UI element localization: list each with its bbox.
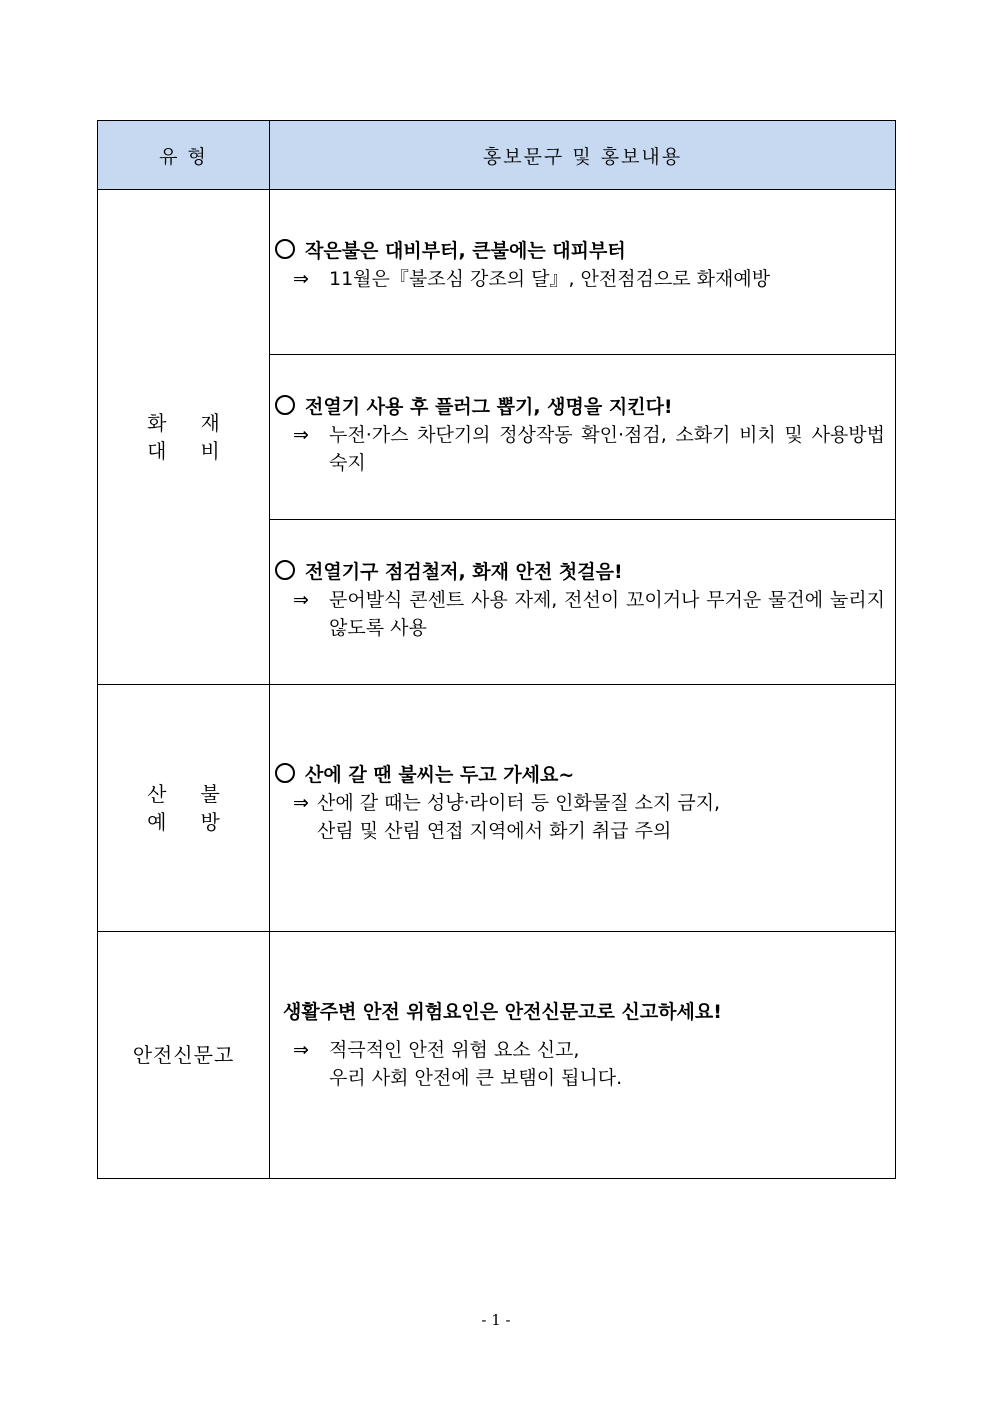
item-headline: 전열기구 점검철저, 화재 안전 첫걸음! <box>305 561 623 583</box>
type-cell-fire <box>98 190 270 685</box>
item-headline: 생활주변 안전 위험요인은 안전신문고로 신고하세요! <box>283 1001 722 1023</box>
item-detail-line: 적극적인 안전 위험 요소 신고, <box>329 1039 580 1061</box>
content-cell <box>270 355 896 520</box>
implies-arrow-icon: ⇒ <box>293 589 309 611</box>
table-row <box>98 190 896 355</box>
item-detail: 누전·가스 차단기의 정상작동 확인·점검, 소화기 비치 및 사용방법 숙지 <box>329 424 885 474</box>
type-label-line: 예방 <box>147 810 254 834</box>
content-cell <box>270 190 896 355</box>
promo-document <box>97 120 895 1179</box>
circle-bullet-icon <box>275 239 295 259</box>
implies-arrow-icon: ⇒ <box>293 1039 309 1061</box>
item-detail-line: 우리 사회 안전에 큰 보탬이 됩니다. <box>329 1067 623 1089</box>
item-detail-line: 산에 갈 때는 성냥·라이터 등 인화물질 소지 금지, <box>317 792 721 814</box>
type-cell-wildfire <box>98 685 270 932</box>
type-label-line: 대비 <box>147 439 254 463</box>
item-detail: 문어발식 콘센트 사용 자제, 전선이 꼬이거나 무거운 물건에 눌리지 않도록 사용 <box>329 589 885 639</box>
page-number: - 1 - <box>481 1311 511 1329</box>
type-label-line: 화재 <box>147 411 254 435</box>
item-detail: 11월은『불조심 강조의 달』, 안전점검으로 화재예방 <box>329 268 771 290</box>
table-row <box>98 685 896 932</box>
item-detail-line: 산림 및 산림 연접 지역에서 화기 취급 주의 <box>317 820 672 842</box>
circle-bullet-icon <box>275 763 295 783</box>
implies-arrow-icon: ⇒ <box>293 424 309 446</box>
item-headline: 전열기 사용 후 플러그 뽑기, 생명을 지킨다! <box>305 396 673 418</box>
item-headline: 작은불은 대비부터, 큰불에는 대피부터 <box>305 240 626 262</box>
header-row <box>98 121 896 190</box>
implies-arrow-icon: ⇒ <box>293 268 309 290</box>
content-cell <box>270 685 896 932</box>
promo-table <box>97 120 896 1179</box>
implies-arrow-icon: ⇒ <box>293 792 309 814</box>
header-type: 유 형 <box>98 121 270 190</box>
item-headline: 산에 갈 땐 불씨는 두고 가세요~ <box>305 764 575 786</box>
header-content: 홍보문구 및 홍보내용 <box>270 121 896 190</box>
table-row <box>98 932 896 1179</box>
content-cell <box>270 520 896 685</box>
type-label: 안전신문고 <box>132 1043 235 1067</box>
circle-bullet-icon <box>275 560 295 580</box>
content-cell <box>270 932 896 1179</box>
type-cell-report <box>98 932 270 1179</box>
type-label-line: 산불 <box>147 782 254 806</box>
circle-bullet-icon <box>275 395 295 415</box>
